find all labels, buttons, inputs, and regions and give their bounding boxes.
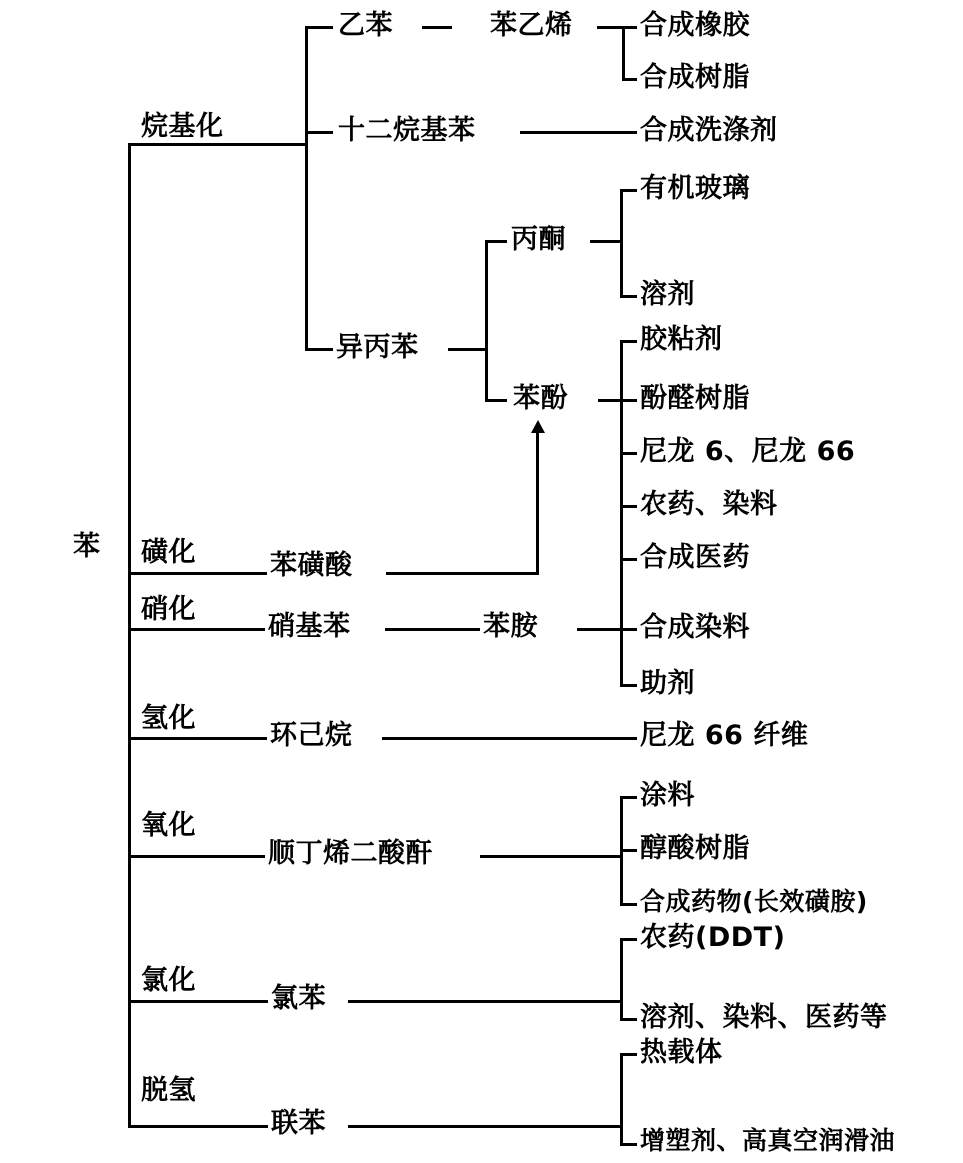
node-coating: 涂料 xyxy=(637,782,698,809)
connector-biphenyl-out xyxy=(348,1125,622,1128)
node-organic-glass: 有机玻璃 xyxy=(637,175,753,202)
spine-phenol-products xyxy=(620,340,623,685)
node-pesticide-ddt: 农药(DDT) xyxy=(637,924,788,951)
node-phenolic-resin: 酚醛树脂 xyxy=(637,385,753,412)
node-heat-carrier: 热载体 xyxy=(637,1039,726,1066)
node-sulfonation: 磺化 xyxy=(138,539,199,566)
node-cumene: 异丙苯 xyxy=(333,334,422,361)
node-solvent-dye-medicine: 溶剂、染料、医药等 xyxy=(637,1004,891,1031)
connector-benzenesulfonic-to-phenol xyxy=(386,572,539,575)
node-plasticizer-lubricant: 增塑剂、高真空润滑油 xyxy=(637,1128,898,1153)
node-chlorination: 氯化 xyxy=(138,967,199,994)
node-oxidation: 氧化 xyxy=(138,812,199,839)
spine-alkylation-vertical xyxy=(305,26,308,351)
node-nitrobenzene: 硝基苯 xyxy=(265,613,354,640)
node-acetone: 丙酮 xyxy=(508,226,569,253)
arrowhead-to-phenol xyxy=(531,420,545,433)
node-dodecylbenzene: 十二烷基苯 xyxy=(335,117,479,144)
connector-cumene-to-acetone xyxy=(485,240,507,243)
node-nylon-6-66: 尼龙 6、尼龙 66 xyxy=(637,438,858,465)
connector-root-to-nitration xyxy=(128,628,268,631)
connector-maleic-out xyxy=(480,855,622,858)
node-alkylation: 烷基化 xyxy=(138,113,227,140)
node-styrene: 苯乙烯 xyxy=(487,12,576,39)
spine-cumene-split xyxy=(485,240,488,400)
node-benzenesulfonic-acid: 苯磺酸 xyxy=(267,552,356,579)
connector-alkylation-to-ethylbenzene xyxy=(305,26,333,29)
connector-root-to-oxidation xyxy=(128,855,268,858)
node-synthetic-resin: 合成树脂 xyxy=(637,64,753,91)
node-synthetic-rubber: 合成橡胶 xyxy=(637,12,753,39)
connector-nitrobenzene-to-aniline xyxy=(385,628,480,631)
connector-root-to-alkylation xyxy=(128,143,308,146)
node-ethylbenzene: 乙苯 xyxy=(335,12,396,39)
connector-root-to-chlorination xyxy=(128,1000,273,1003)
node-nylon-66-fiber: 尼龙 66 纤维 xyxy=(637,722,811,749)
riser-benzenesulfonic-to-phenol xyxy=(536,432,539,574)
connector-alkylation-to-cumene xyxy=(305,348,333,351)
connector-alkylation-to-dodecylbenzene xyxy=(305,131,333,134)
connector-chlorobenzene-out xyxy=(348,1000,622,1003)
node-nitration: 硝化 xyxy=(138,596,199,623)
spine-chlorobenzene-products xyxy=(620,938,623,1018)
node-adhesive: 胶粘剂 xyxy=(637,326,726,353)
connector-root-to-dehydrogenation xyxy=(128,1125,273,1128)
connector-root-to-hydrogenation xyxy=(128,737,268,740)
connector-aniline-out xyxy=(577,628,622,631)
spine-acetone-products xyxy=(620,189,623,297)
connector-cyclohexane-to-nylon66fiber xyxy=(382,737,640,740)
node-dehydrogenation: 脱氢 xyxy=(138,1077,199,1104)
connector-styrene-out xyxy=(597,26,625,29)
node-pesticide-dye: 农药、染料 xyxy=(637,491,781,518)
node-hydrogenation: 氢化 xyxy=(138,705,199,732)
connector-phenol-out xyxy=(598,399,622,402)
node-synthetic-dye: 合成染料 xyxy=(637,614,753,641)
connector-ethylbenzene-to-styrene xyxy=(422,26,452,29)
node-synthetic-drug-sulfa: 合成药物(长效磺胺) xyxy=(637,889,871,914)
node-solvent: 溶剂 xyxy=(637,281,698,308)
connector-acetone-out xyxy=(590,240,622,243)
node-maleic-anhydride: 顺丁烯二酸酐 xyxy=(265,840,436,867)
node-aniline: 苯胺 xyxy=(480,613,541,640)
node-auxiliary: 助剂 xyxy=(637,670,698,697)
spine-styrene-products xyxy=(622,26,625,78)
spine-biphenyl-products xyxy=(620,1053,623,1143)
node-phenol: 苯酚 xyxy=(510,385,571,412)
connector-cumene-to-phenol xyxy=(485,399,507,402)
node-benzene-root: 苯 xyxy=(70,533,104,560)
node-synthetic-medicine: 合成医药 xyxy=(637,544,753,571)
node-biphenyl: 联苯 xyxy=(268,1110,329,1137)
spine-main-vertical xyxy=(128,143,131,1128)
connector-dodecylbenzene-to-detergent xyxy=(520,131,640,134)
connector-cumene-out xyxy=(448,348,488,351)
node-chlorobenzene: 氯苯 xyxy=(268,985,329,1012)
node-alkyd-resin: 醇酸树脂 xyxy=(637,835,753,862)
node-cyclohexane: 环己烷 xyxy=(267,722,356,749)
node-synthetic-detergent: 合成洗涤剂 xyxy=(637,117,781,144)
connector-root-to-sulfonation xyxy=(128,572,268,575)
